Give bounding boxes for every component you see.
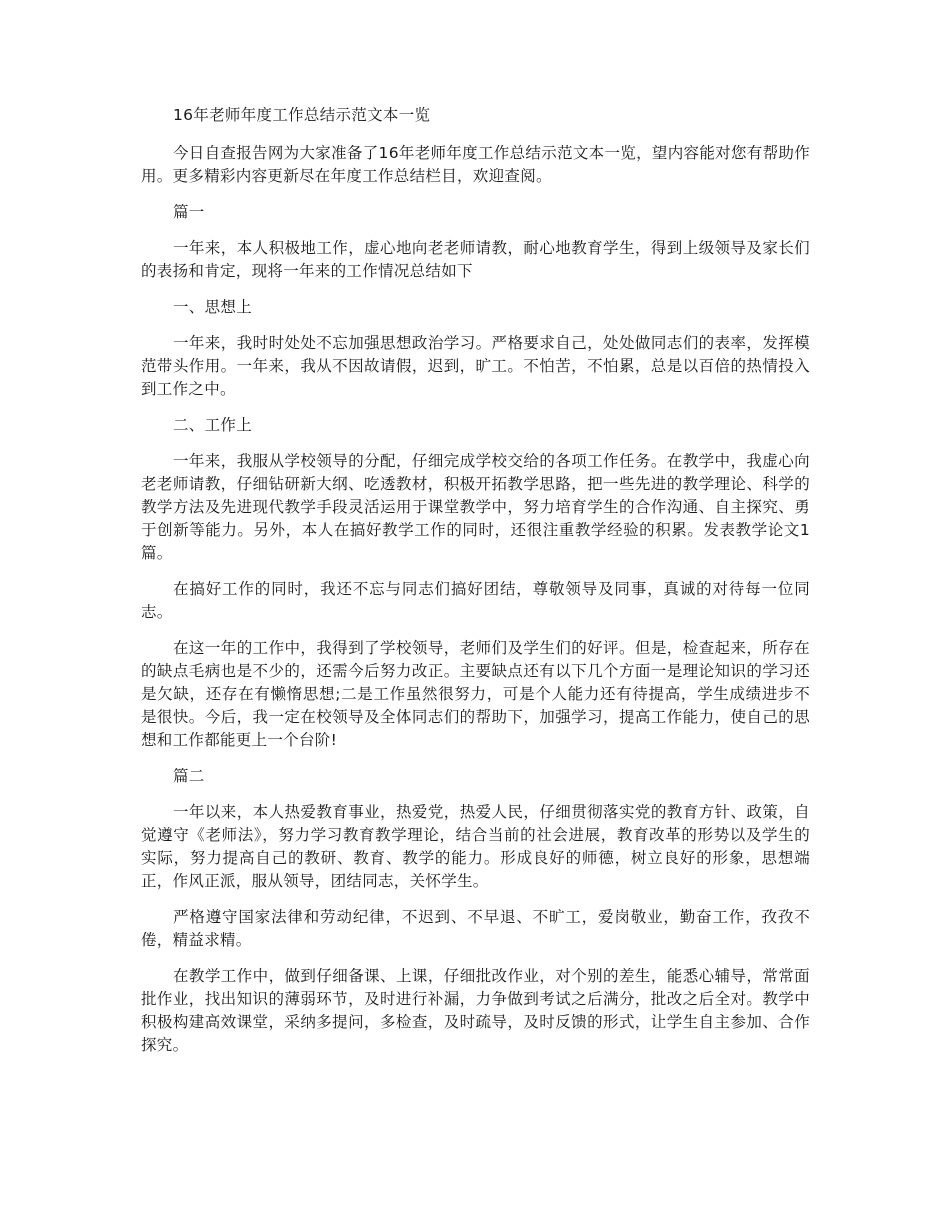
body-paragraph: 一年来，我时时处处不忘加强思想政治学习。严格要求自己，处处做同志们的表率，发挥模范带头作用。一年来，我从不因故请假，迟到，旷工。不怕苦，不怕累，总是以百倍的热情投入到工作之中。 (141, 334, 810, 398)
body-paragraph: 在教学工作中，做到仔细备课、上课，仔细批改作业，对个别的差生，能悉心辅导，常常面批作业，找出知识的薄弱环节，及时进行补漏，力争做到考试之后满分，批改之后全对。教学中积极构建高效课堂，采纳多提问，多检查，及时疏导，及时反馈的形式，让学生自主参加、合作探究。 (141, 967, 810, 1054)
body-paragraph: 一年以来，本人热爱教育事业，热爱党，热爱人民，仔细贯彻落实党的教育方针、政策，自觉遵守《老师法》，努力学习教育教学理论，结合当前的社会进展，教育改革的形势以及学生的实际，努力提高自己的教研、教育、教学的能力。形成良好的师德，树立良好的形象，思想端正，作风正派，服从领导，团结同志，关怀学生。 (141, 803, 810, 890)
intro-paragraph: 今日自查报告网为大家准备了16年老师年度工作总结示范文本一览，望内容能对您有帮助作用。更多精彩内容更新尽在年度工作总结栏目，欢迎查阅。 (141, 144, 810, 185)
section-heading-part-two: 篇二 (173, 767, 205, 785)
body-paragraph: 在搞好工作的同时，我还不忘与同志们搞好团结，尊敬领导及同事，真诚的对待每一位同志。 (141, 580, 810, 621)
section-heading-part-one: 篇一 (173, 203, 205, 221)
section-heading-thought: 一、思想上 (173, 298, 253, 316)
body-paragraph: 一年来，我服从学校领导的分配，仔细完成学校交给的各项工作任务。在教学中，我虚心向老老师请教，仔细钻研新大纲、吃透教材，积极开拓教学思路，把一些先进的教学理论、科学的教学方法及先进现代教学手段灵活运用于课堂教学中，努力培育学生的合作沟通、自主探究、勇于创新等能力。另外，本人在搞好教学工作的同时，还很注重教学经验的积累。发表教学论文1篇。 (141, 452, 810, 562)
section-heading-work: 二、工作上 (173, 416, 253, 434)
body-paragraph: 严格遵守国家法律和劳动纪律，不迟到、不早退、不旷工，爱岗敬业，勤奋工作，孜孜不倦，精益求精。 (141, 908, 810, 949)
document-title: 16年老师年度工作总结示范文本一览 (173, 106, 431, 124)
document-body (141, 104, 810, 1070)
body-paragraph: 在这一年的工作中，我得到了学校领导，老师们及学生们的好评。但是，检查起来，所存在的缺点毛病也是不少的，还需今后努力改正。主要缺点还有以下几个方面一是理论知识的学习还是欠缺，还存在有懒惰思想;二是工作虽然很努力，可是个人能力还有待提高，学生成绩进步不是很快。今后，我一定在校领导及全体同志们的帮助下，加强学习，提高工作能力，使自己的思想和工作都能更上一个台阶! (141, 639, 810, 749)
body-paragraph: 一年来，本人积极地工作，虚心地向老老师请教，耐心地教育学生，得到上级领导及家长们的表扬和肯定，现将一年来的工作情况总结如下 (141, 239, 810, 280)
